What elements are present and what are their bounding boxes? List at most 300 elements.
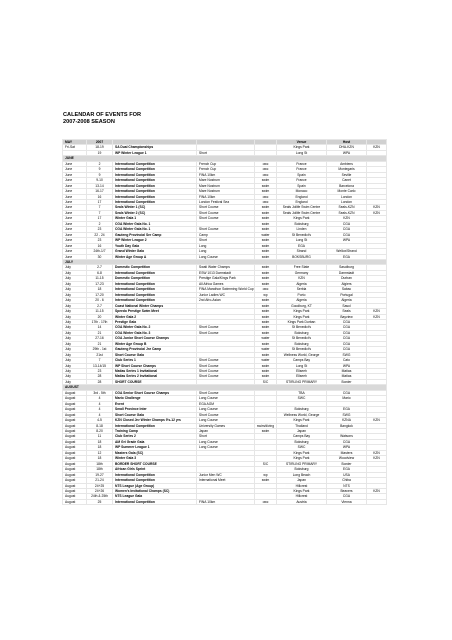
event-venue: England [277, 194, 327, 199]
event-day: August [63, 450, 87, 455]
event-discipline: wp [255, 292, 277, 297]
event-type: Swati Water Champs [197, 265, 255, 270]
event-name: International Competition [113, 161, 197, 166]
event-host: Woodview [327, 456, 367, 461]
event-discipline: swim [255, 216, 277, 221]
event-host: Durban [327, 276, 367, 281]
event-discipline: swim [255, 369, 277, 374]
event-day: June [63, 232, 87, 237]
event-venue: France [277, 178, 327, 183]
event-type: FINA Marathon Swimming World Cup [197, 287, 255, 292]
event-discipline: swim [255, 183, 277, 188]
event-host: CGA [327, 347, 367, 352]
event-date: 19 [87, 150, 113, 155]
event-venue: KZN [277, 276, 327, 281]
event-date: 30 [87, 254, 113, 259]
event-day: August [63, 434, 87, 439]
event-date: 9 [87, 167, 113, 172]
event-venue: Boksburg [277, 467, 327, 472]
event-name: CGA Winter Gala No. 3 [113, 330, 197, 335]
event-day: July [63, 347, 87, 352]
title-line-1: CALENDAR OF EVENTS FOR [63, 112, 142, 118]
event-discipline: owc [255, 161, 277, 166]
event-host: Border [327, 461, 367, 466]
event-name: WP Summer League 1 [113, 445, 197, 450]
event-type: Junior Men WC [197, 472, 255, 477]
event-day: July [63, 298, 87, 303]
event-venue: Serbia [277, 287, 327, 292]
event-type: Short Course [197, 205, 255, 210]
event-discipline: owc [255, 194, 277, 199]
event-name: CGA Senior Short Course Champs [113, 390, 197, 395]
event-venue: Germany [277, 270, 327, 275]
event-venue: Strand [277, 249, 327, 254]
event-host: Chiba [327, 478, 367, 483]
event-date: 23 [87, 227, 113, 232]
event-venue: Boksburg [277, 330, 327, 335]
event-host: Border [327, 379, 367, 384]
event-discipline: swim [255, 319, 277, 324]
event-venue: Kings Park [277, 450, 327, 455]
event-discipline: owc [255, 167, 277, 172]
event-host: Bangkok [327, 423, 367, 428]
event-day: August [63, 390, 87, 395]
event-type: French Cup [197, 167, 255, 172]
event-date: 9-10 [87, 178, 113, 183]
event-venue: Hillcrest [277, 494, 327, 499]
month-label: AUGUST [63, 385, 387, 390]
event-day: June [63, 254, 87, 259]
event-day: July [63, 309, 87, 314]
event-name: Event [113, 401, 197, 406]
event-name: SA Dual Championships [113, 145, 197, 150]
event-venue: Hillcrest [277, 483, 327, 488]
event-venue: St Benedict's [277, 347, 327, 352]
event-host: EGA [327, 407, 367, 412]
event-name: AM Gri Grade Gala [113, 439, 197, 444]
event-venue: STIRLING PRIMARY [277, 379, 327, 384]
event-name: Club Series 2 [113, 434, 197, 439]
event-date: 18th [87, 461, 113, 466]
event-host: London [327, 194, 367, 199]
event-discipline: swim [255, 352, 277, 357]
event-venue: Kings Park [277, 489, 327, 494]
event-type: Long Course [197, 418, 255, 423]
event-date: 18 [87, 445, 113, 450]
event-day: July [63, 363, 87, 368]
event-date: 28 [87, 379, 113, 384]
event-discipline: swim [255, 478, 277, 483]
event-province: KZN [367, 450, 387, 455]
event-date: 27-16 [87, 336, 113, 341]
event-date: 17th - 17th [87, 319, 113, 324]
event-day: August [63, 423, 87, 428]
event-type: Short [197, 434, 255, 439]
event-venue: Boksburg [277, 439, 327, 444]
event-day: July [63, 369, 87, 374]
event-discipline: swim [255, 210, 277, 215]
event-day: July [63, 325, 87, 330]
event-name: Small Province Inter [113, 407, 197, 412]
event-name: Matias Series 1 Invitational [113, 369, 197, 374]
event-name: Training Camp [113, 429, 197, 434]
event-discipline: swim [255, 270, 277, 275]
event-day: July [63, 319, 87, 324]
event-host: WPA [327, 150, 367, 155]
event-host: NTS [327, 483, 367, 488]
event-venue: Seals Jollife Swim Centre [277, 210, 327, 215]
event-name: CGA Winter Gala No. 1 [113, 227, 197, 232]
event-host: Algeria [327, 298, 367, 303]
event-host: Cato [327, 358, 367, 363]
event-host: WPA [327, 238, 367, 243]
event-day: June [63, 178, 87, 183]
event-type: Short Course [197, 216, 255, 221]
event-date: 22 - 24 [87, 232, 113, 237]
event-day: Fri-Sat [63, 145, 87, 150]
event-date: 4 [87, 412, 113, 417]
event-date: 17 [87, 216, 113, 221]
event-day: August [63, 429, 87, 434]
event-day: August [63, 407, 87, 412]
event-discipline: swim [255, 265, 277, 270]
event-discipline: swim [255, 254, 277, 259]
event-type: Short Course [197, 374, 255, 379]
event-type: University Games [197, 423, 255, 428]
event-venue: Long St [277, 238, 327, 243]
event-province [367, 499, 387, 504]
event-day: August [63, 467, 87, 472]
event-host: Wellox/Strand [327, 249, 367, 254]
event-discipline: water [255, 358, 277, 363]
event-type: Long [197, 249, 255, 254]
event-type: Short [197, 238, 255, 243]
event-venue: France [277, 167, 327, 172]
month-label: JULY [63, 259, 387, 264]
event-host: SWG [327, 412, 367, 417]
event-type: Long Course [197, 439, 255, 444]
event-host: Seals-KZN [327, 210, 367, 215]
event-type: ESW 1013 Darmstadt [197, 270, 255, 275]
event-type: Short Course [197, 227, 255, 232]
event-date: 11-15 [87, 276, 113, 281]
event-day: June [63, 210, 87, 215]
event-discipline: owc [255, 287, 277, 292]
event-name: International Competition [113, 423, 197, 428]
event-date: 18th [87, 467, 113, 472]
event-host: Watsons [327, 434, 367, 439]
event-day: August [63, 418, 87, 423]
event-host: Matias [327, 369, 367, 374]
event-name: International Competition [113, 287, 197, 292]
event-host: Barcelona [327, 183, 367, 188]
calendar-title [63, 112, 141, 125]
header-cell: Venue [277, 140, 327, 145]
event-date: 13-14 [87, 183, 113, 188]
event-day: June [63, 221, 87, 226]
header-cell: MAY [63, 140, 87, 145]
event-discipline: owc [255, 199, 277, 204]
event-discipline: swim [255, 205, 277, 210]
event-host: WPA [327, 363, 367, 368]
event-venue: Goodburg, KT [277, 303, 327, 308]
event-venue: Japan [277, 478, 327, 483]
event-host: Seals [327, 309, 367, 314]
event-discipline: water [255, 336, 277, 341]
event-discipline: swim [255, 363, 277, 368]
event-name: KZN Closed Jnr Winter Champs 9's-12 yrs [113, 418, 197, 423]
event-type: Short Course [197, 412, 255, 417]
event-date: 21st [87, 352, 113, 357]
event-date: 7 [87, 358, 113, 363]
event-host: CGA [327, 494, 367, 499]
event-venue: Kings Park [277, 309, 327, 314]
event-name: Grand Winter Gala [113, 249, 197, 254]
event-type: Short [197, 150, 255, 155]
event-day: June [63, 161, 87, 166]
event-host: Bayview [327, 314, 367, 319]
event-name: International Competition [113, 189, 197, 194]
event-name: Prestige Gala [113, 319, 197, 324]
event-host: Sabac [327, 287, 367, 292]
event-host: KZN [327, 216, 367, 221]
event-province: KZN [367, 205, 387, 210]
event-discipline: swim [255, 221, 277, 226]
event-province: KZN [367, 309, 387, 314]
event-venue: Long St [277, 150, 327, 155]
event-venue: Kings Park [277, 145, 327, 150]
event-date: 24th-1/7 [87, 249, 113, 254]
event-host: USA [327, 472, 367, 477]
event-name: Masters Gala (SC) [113, 450, 197, 455]
event-discipline: owc [255, 499, 277, 504]
event-type: Prestige Gala/Kings Park [197, 276, 255, 281]
event-day: July [63, 330, 87, 335]
event-type: FINA 10km [197, 172, 255, 177]
event-day: July [63, 374, 87, 379]
event-discipline: swim [255, 298, 277, 303]
event-host: CGA [327, 232, 367, 237]
event-venue: Free State [277, 265, 327, 270]
event-name: Speedo Prestige Swim Meet [113, 309, 197, 314]
event-host: CGA [327, 336, 367, 341]
event-day: August [63, 401, 87, 406]
event-date: 8-18 [87, 423, 113, 428]
event-venue: St Benedict's [277, 325, 327, 330]
event-day: July [63, 265, 87, 270]
event-day: August [63, 396, 87, 401]
event-name: Domestic Competition [113, 265, 197, 270]
event-host: DHA-KZN [327, 145, 367, 150]
event-host: Mario [327, 396, 367, 401]
event-type: Mare Nostrum [197, 178, 255, 183]
event-venue: Algeria [277, 281, 327, 286]
event-province: KZN [367, 314, 387, 319]
event-venue: Wellness World, George [277, 352, 327, 357]
event-name: Gauteng Provincial Jnr Camp [113, 347, 197, 352]
event-day: July [63, 314, 87, 319]
event-day: June [63, 172, 87, 177]
event-name: International Competition [113, 472, 197, 477]
event-date: 14 [87, 325, 113, 330]
event-venue: STIRLING PRIMARY [277, 461, 327, 466]
event-name: Women's Invitational Champs (SC) [113, 489, 197, 494]
event-host: Seals-KZN [327, 205, 367, 210]
event-discipline: water [255, 232, 277, 237]
event-date: 4 [87, 396, 113, 401]
event-venue: St Benedict's [277, 336, 327, 341]
event-discipline: swim [255, 238, 277, 243]
event-name: International Competition [113, 199, 197, 204]
event-day: June [63, 205, 87, 210]
event-day: July [63, 270, 87, 275]
event-venue: Kings Park [277, 456, 327, 461]
event-date: 23 [87, 238, 113, 243]
event-date: 17-23 [87, 281, 113, 286]
event-day: August [63, 489, 87, 494]
event-host: Monte Carlo [327, 189, 367, 194]
event-date: 7 [87, 205, 113, 210]
event-discipline: swim [255, 325, 277, 330]
event-discipline: swim [255, 309, 277, 314]
event-discipline: swim [255, 178, 277, 183]
event-host: EGA [327, 467, 367, 472]
event-host: CGA [327, 439, 367, 444]
event-host: Masters [327, 450, 367, 455]
event-date: 20 - 6 [87, 298, 113, 303]
month-label: JUNE [63, 156, 387, 161]
event-name: WP Winter League 2 [113, 238, 197, 243]
event-venue: TBA [277, 390, 327, 395]
event-day: August [63, 494, 87, 499]
event-type: EGA AGM [197, 401, 255, 406]
event-host: Seville [327, 172, 367, 177]
event-date: 18 [87, 287, 113, 292]
event-type: Long [197, 243, 255, 248]
event-host: Sasol [327, 303, 367, 308]
events-table [62, 139, 387, 505]
event-type: 2nd Afro-Asian [197, 298, 255, 303]
event-day: August [63, 478, 87, 483]
event-day: July [63, 352, 87, 357]
event-name: CGA Junior Short Course Champs [113, 336, 197, 341]
event-name: Seals Winter 1 (SC) [113, 205, 197, 210]
event-date: 8-20 [87, 429, 113, 434]
event-date: 11 [87, 434, 113, 439]
event-discipline: S/C [255, 379, 277, 384]
event-date: 4 [87, 401, 113, 406]
event-venue: Spain [277, 183, 327, 188]
event-host: Darmstadt [327, 270, 367, 275]
event-type: London Festival Sea [197, 199, 255, 204]
event-host: Ambiens [327, 161, 367, 166]
event-venue: Kings Park [277, 216, 327, 221]
event-name: WP Winter League 1 [113, 150, 197, 155]
event-date: 6-8 [87, 270, 113, 275]
event-day: June [63, 227, 87, 232]
event-type: FINA 10km [197, 499, 255, 504]
event-day: July [63, 379, 87, 384]
event-venue: Long Beach [277, 472, 327, 477]
event-day: June [63, 216, 87, 221]
event-date: 2 [87, 161, 113, 166]
event-name: African Girls Sprint [113, 467, 197, 472]
event-date: 2 [87, 221, 113, 226]
event-type: Long Course [197, 396, 255, 401]
event-host: Portugal [327, 292, 367, 297]
event-discipline: swim [255, 330, 277, 335]
event-venue: BOKSBURG [277, 254, 327, 259]
event-discipline: owc [255, 172, 277, 177]
event-date: 7 [87, 210, 113, 215]
event-discipline: swim [255, 281, 277, 286]
event-venue: Kings Park [277, 418, 327, 423]
event-discipline: swim [255, 276, 277, 281]
event-host: KZNA [327, 418, 367, 423]
event-day: July [63, 336, 87, 341]
event-date: 16 [87, 194, 113, 199]
event-name: International Competition [113, 478, 197, 483]
event-date: 29th - 1st [87, 347, 113, 352]
event-venue: Wellness World, George [277, 412, 327, 417]
event-type: Short Course [197, 210, 255, 215]
event-discipline: wp [255, 472, 277, 477]
event-day: July [63, 276, 87, 281]
event-day: August [63, 499, 87, 504]
event-venue: Seals Jollife Swim Centre [277, 205, 327, 210]
event-province: KZN [367, 489, 387, 494]
event-discipline: swim [255, 314, 277, 319]
event-day: August [63, 445, 87, 450]
event-venue: Austria [277, 499, 327, 504]
event-type: Junior Ladies WC [197, 292, 255, 297]
event-type: Mare Nostrum [197, 183, 255, 188]
header-cell: 2007 [87, 140, 113, 145]
event-host: SWG [327, 352, 367, 357]
event-type: Short Course [197, 330, 255, 335]
event-date: 4 [87, 407, 113, 412]
event-day: July [63, 287, 87, 292]
event-discipline: swim [255, 303, 277, 308]
event-host: CGA [327, 221, 367, 226]
event-host: WPA [327, 445, 367, 450]
event-type: International Meet [197, 478, 255, 483]
event-venue: Thailand [277, 423, 327, 428]
event-day: June [63, 249, 87, 254]
event-day: June [63, 238, 87, 243]
event-host: Matias [327, 374, 367, 379]
event-venue: Spain [277, 172, 327, 177]
event-name: International Competition [113, 167, 197, 172]
event-venue: Kings Park Durban [277, 319, 327, 324]
event-name: Youth Day Gala [113, 243, 197, 248]
event-venue: St Benedict's [277, 232, 327, 237]
event-host: Vienna [327, 499, 367, 504]
event-day: July [63, 341, 87, 346]
event-venue: SWC [277, 445, 327, 450]
event-name: Short Course Gala [113, 412, 197, 417]
event-province: KZN [367, 145, 387, 150]
event-discipline: swim [255, 227, 277, 232]
event-name: Winter Gala 1 [113, 216, 197, 221]
event-name: International Competition [113, 194, 197, 199]
event-type: FINA 10km [197, 194, 255, 199]
event-venue: Camps Bay [277, 358, 327, 363]
event-date: 17 [87, 199, 113, 204]
event-name: Matias Series 2 Invitational [113, 374, 197, 379]
event-date: 11-15 [87, 309, 113, 314]
event-date: 24+26 [87, 489, 113, 494]
